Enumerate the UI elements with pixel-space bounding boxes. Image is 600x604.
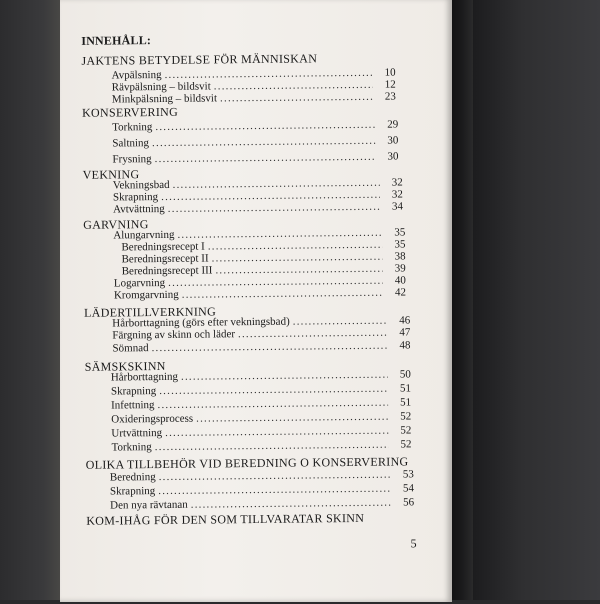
toc-entry: Färgning av skinn och läder ..... 47	[112, 326, 410, 341]
toc-entry: Hårborttagning (görs efter vekningsbad) ..... 46	[112, 314, 410, 329]
toc-entry: Skrapning ..... 54	[110, 482, 414, 497]
page-number: 5	[410, 536, 417, 551]
toc-entry: Avpälsning ..... 10	[112, 67, 396, 82]
background-right	[470, 0, 600, 600]
toc-entry: Beredning ..... 53	[110, 468, 414, 483]
toc-entry: Sömnad ..... 48	[112, 339, 410, 354]
toc-entry: Beredningsrecept I ..... 35	[121, 238, 405, 253]
toc-entry: Saltning ..... 30	[112, 135, 398, 150]
toc-entry: Minkpälsning – bildsvit ..... 23	[112, 91, 396, 106]
section-heading: JAKTENS BETYDELSE FÖR MÄNNISKAN	[81, 51, 318, 68]
section-heading: SÄMSKSKINN	[84, 358, 166, 374]
toc-entry: Den nya rävtanan ..... 56	[110, 496, 414, 511]
toc-entry: Hårborttagning ..... 50	[111, 368, 411, 383]
section-heading: KOM-IHÅG FÖR DEN SOM TILLVARATAR SKINN	[86, 510, 365, 528]
section-heading: GARVNING	[83, 217, 149, 232]
left-shadow	[0, 0, 62, 600]
toc-title: INNEHÅLL:	[81, 33, 152, 48]
toc-entry: Skrapning ..... 51	[111, 382, 411, 397]
toc-entry: Torkning ..... 52	[111, 438, 411, 453]
toc-entry: Logarvning ..... 40	[114, 274, 406, 289]
section-heading: LÄDERTILLVERKNING	[84, 304, 217, 320]
toc-entry: Oxideringsprocess ..... 52	[111, 410, 411, 425]
toc-entry: Avtvättning ..... 34	[113, 200, 403, 215]
toc-entry: Infettning ..... 51	[111, 396, 411, 411]
table-of-contents	[57, 0, 455, 604]
toc-entry: Alungarvning ..... 35	[113, 226, 405, 241]
section-heading: VEKNING	[82, 167, 140, 182]
toc-entry: Beredningsrecept II ..... 38	[122, 250, 406, 265]
toc-entry: Urtvättning ..... 52	[111, 424, 411, 439]
toc-entry: Frysning ..... 30	[112, 151, 398, 166]
toc-entry: Torkning ..... 29	[112, 119, 398, 134]
toc-entry: Rävpälsning – bildsvit ..... 12	[112, 79, 396, 94]
toc-entry: Beredningsrecept III ..... 39	[122, 262, 406, 277]
section-heading: OLIKA TILLBEHÖR VID BEREDNING O KONSERVERING	[85, 454, 409, 472]
toc-entry: Vekningsbad ..... 32	[113, 176, 403, 191]
toc-entry: Skrapning ..... 32	[113, 188, 403, 203]
section-heading: KONSERVERING	[81, 104, 179, 120]
book-page	[60, 0, 452, 602]
toc-entry: Kromgarvning ..... 42	[114, 286, 406, 301]
